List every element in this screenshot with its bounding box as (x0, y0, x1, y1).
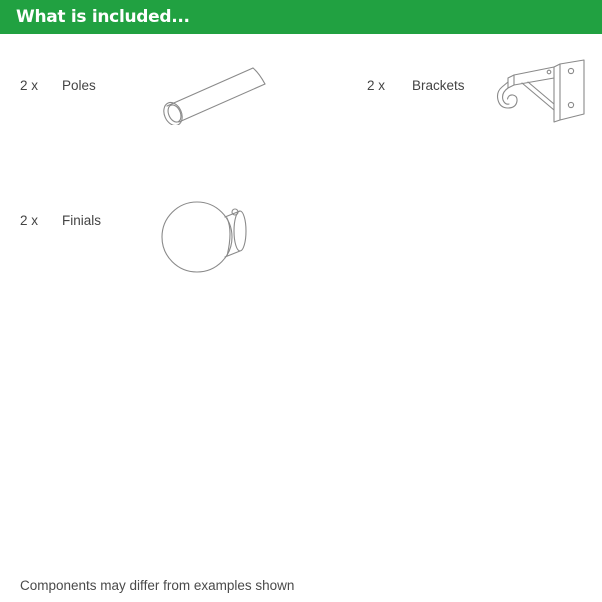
list-item-poles (0, 60, 300, 140)
item-label: Finials (62, 213, 102, 228)
curtain-pole-icon (155, 60, 270, 125)
list-item-finials (0, 195, 300, 285)
curtain-finial-icon (155, 195, 265, 280)
page-title: What is included... (16, 7, 190, 27)
item-quantity: 2 x (20, 213, 39, 228)
item-quantity: 2 x (367, 78, 386, 93)
item-label: Poles (62, 78, 96, 93)
list-item-brackets (350, 60, 602, 140)
item-label: Brackets (412, 78, 465, 93)
curtain-bracket-icon (492, 58, 597, 136)
item-quantity: 2 x (20, 78, 39, 93)
header-banner (0, 0, 602, 34)
footer-note: Components may differ from examples shown (20, 578, 295, 593)
